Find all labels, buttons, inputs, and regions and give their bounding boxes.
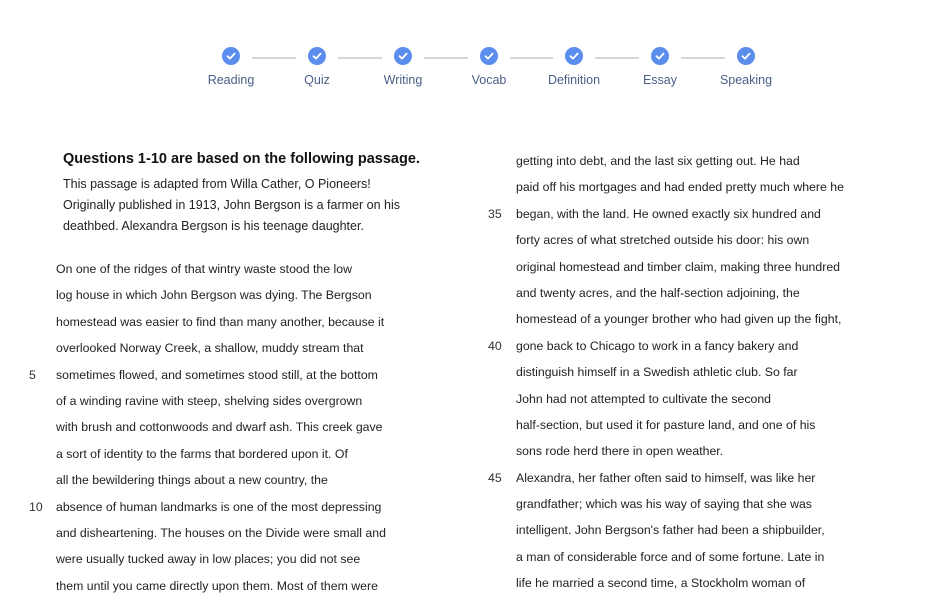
passage-line xyxy=(516,254,916,280)
line-text: distinguish himself in a Swedish athletic club. So far xyxy=(516,365,798,380)
checkmark-icon xyxy=(308,47,326,65)
passage-intro xyxy=(63,150,423,237)
line-text: grandfather; which was his way of saying that she was xyxy=(516,497,812,512)
progress-stepper xyxy=(0,0,936,100)
passage-line xyxy=(516,148,916,174)
passage-line xyxy=(516,570,916,596)
passage-line xyxy=(516,359,916,385)
passage-line xyxy=(516,438,916,464)
passage-line xyxy=(56,309,456,335)
passage-line xyxy=(29,494,456,520)
passage-line xyxy=(516,491,916,517)
passage-right-column xyxy=(488,148,916,597)
checkmark-icon xyxy=(651,47,669,65)
line-text: began, with the land. He owned exactly six hundred and xyxy=(516,206,821,221)
line-text: half-section, but used it for pasture land, and one of his xyxy=(516,417,816,432)
line-text: and disheartening. The houses on the Divide were small and xyxy=(56,525,386,540)
line-number: 35 xyxy=(488,206,502,221)
line-text: log house in which John Bergson was dying. The Bergson xyxy=(56,288,372,303)
passage-line xyxy=(56,467,456,493)
passage-line xyxy=(29,362,456,388)
passage-line xyxy=(516,517,916,543)
line-text: forty acres of what stretched outside his door: his own xyxy=(516,233,810,248)
line-number: 10 xyxy=(29,499,43,514)
line-text: original homestead and timber claim, making three hundred xyxy=(516,259,840,274)
step-label: Vocab xyxy=(471,73,507,87)
questions-heading: Questions 1-10 are based on the following passage. xyxy=(63,151,420,167)
line-text: sons rode herd there in open weather. xyxy=(516,444,724,459)
step-label: Essay xyxy=(642,73,678,87)
line-text: and twenty acres, and the half-section adjoining, the xyxy=(516,285,800,300)
step-label: Speaking xyxy=(719,73,773,87)
passage-line xyxy=(516,227,916,253)
passage-left-column xyxy=(29,256,456,599)
passage-line xyxy=(516,386,916,412)
passage-line xyxy=(56,573,456,599)
step-label: Writing xyxy=(383,73,423,87)
step-label: Reading xyxy=(207,73,255,87)
line-text: gone back to Chicago to work in a fancy bakery and xyxy=(516,338,799,353)
passage-line xyxy=(56,335,456,361)
passage-line xyxy=(516,412,916,438)
line-number: 5 xyxy=(29,367,36,382)
passage-line xyxy=(56,256,456,282)
line-text: John had not attempted to cultivate the second xyxy=(516,391,771,406)
line-text: life he married a second time, a Stockholm woman of xyxy=(516,576,806,591)
line-text: intelligent. John Bergson's father had been a shipbuilder, xyxy=(516,523,825,538)
passage-line xyxy=(56,388,456,414)
step-connector xyxy=(338,57,382,59)
passage-line xyxy=(56,414,456,440)
line-number: 45 xyxy=(488,470,502,485)
step-connector xyxy=(510,57,553,59)
step-connector xyxy=(252,57,296,59)
line-text: a man of considerable force and of some fortune. Late in xyxy=(516,549,825,564)
line-text: paid off his mortgages and had ended pretty much where he xyxy=(516,180,844,195)
checkmark-icon xyxy=(222,47,240,65)
passage-line xyxy=(516,306,916,332)
line-text: them until you came directly upon them. Most of them were xyxy=(56,578,378,593)
passage-line xyxy=(488,333,916,359)
passage-source-note: This passage is adapted from Willa Cather, O Pioneers! Originally published in 1913, John Bergson is a farmer on his deathbed. Alexandra Bergson is his teenage daughter. xyxy=(63,177,400,233)
line-text: overlooked Norway Creek, a shallow, muddy stream that xyxy=(56,341,364,356)
line-text: Alexandra, her father often said to himself, was like her xyxy=(516,470,816,485)
checkmark-icon xyxy=(394,47,412,65)
line-text: sometimes flowed, and sometimes stood still, at the bottom xyxy=(56,367,378,382)
line-text: homestead was easier to find than many another, because it xyxy=(56,314,385,329)
step-connector xyxy=(595,57,639,59)
line-text: were usually tucked away in low places; you did not see xyxy=(56,552,361,567)
step-label: Quiz xyxy=(304,73,330,87)
line-text: with brush and cottonwoods and dwarf ash. This creek gave xyxy=(56,420,383,435)
line-text: a sort of identity to the farms that bordered upon it. Of xyxy=(56,446,348,461)
passage-line xyxy=(56,546,456,572)
checkmark-icon xyxy=(565,47,583,65)
passage-line xyxy=(56,441,456,467)
passage-line xyxy=(56,520,456,546)
line-text: homestead of a younger brother who had given up the fight, xyxy=(516,312,842,327)
passage-line xyxy=(56,282,456,308)
passage-line xyxy=(488,201,916,227)
checkmark-icon xyxy=(480,47,498,65)
line-text: absence of human landmarks is one of the most depressing xyxy=(56,499,382,514)
passage-line xyxy=(488,465,916,491)
line-text: all the bewildering things about a new country, the xyxy=(56,473,328,488)
step-label: Definition xyxy=(547,73,601,87)
step-connector xyxy=(424,57,468,59)
passage-line xyxy=(516,544,916,570)
line-number: 40 xyxy=(488,338,502,353)
line-text: getting into debt, and the last six getting out. He had xyxy=(516,154,800,168)
passage-line xyxy=(516,174,916,200)
passage-line xyxy=(516,280,916,306)
line-text: of a winding ravine with steep, shelving sides overgrown xyxy=(56,393,363,408)
checkmark-icon xyxy=(737,47,755,65)
step-connector xyxy=(681,57,725,59)
line-text: On one of the ridges of that wintry waste stood the low xyxy=(56,262,352,276)
